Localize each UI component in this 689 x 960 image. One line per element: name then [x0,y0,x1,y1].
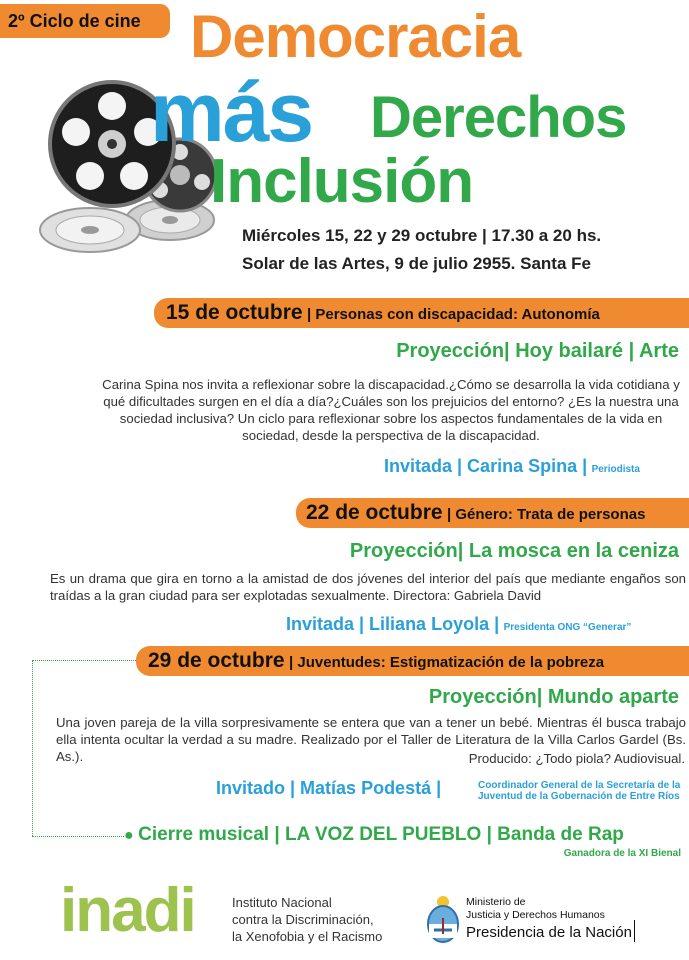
section-separator: | [307,306,316,323]
ministry-name-line: Justicia y Derechos Humanos [466,909,605,921]
section-topic: Género: Trata de personas [455,506,646,523]
inadi-logo: inadi [60,876,195,945]
guest-line [286,614,631,635]
title-inclusion: Inclusión [210,147,474,216]
closing-text: Cierre musical | LA VOZ DEL PUEBLO | Banda de Rap [138,824,624,845]
guest-role: Presidenta ONG “Generar” [503,622,632,633]
section-topic: Personas con discapacidad: Autonomía [315,306,600,323]
section-date: 15 de octubre [166,301,303,324]
section-separator: | [289,654,298,671]
title-derechos: Derechos [370,85,627,150]
section-description: Carina Spina nos invita a reflexionar sobre la discapacidad.¿Cómo se desarrolla la vida cotidiana y qué dificultades surgen en el día a día?¿Cuáles son los prejuicios del entorno? ¿Es la nuestra una sociedad inclusiva? Un ciclo para reflexionar sobre los aspectos fundamentales de la vida en sociedad, desde la perspectiva de la discapacidad. [102,377,680,443]
guest-name: Invitada | Carina Spina | [384,456,588,476]
cycle-badge: 2º Ciclo de cine [0,4,170,38]
inadi-name-line: contra la Discriminación, [232,912,374,927]
guest-role-line: Coordinador General de la Secretaría de la [478,780,681,791]
section-date: 22 de octubre [306,501,443,524]
producer-credit: Producido: ¿Todo piola? Audiovisual. [468,751,685,766]
guest-role-line: Juventud de la Gobernación de Entre Ríos [478,791,680,802]
ministry-name [466,896,605,922]
section-topic: Juventudes: Estigmatización de la pobreza [297,654,605,671]
inadi-name [232,894,382,945]
section-bar-22-octubre [296,498,689,528]
section-date: 29 de octubre [148,649,285,672]
ministry-name-line: Ministerio de [466,896,526,908]
dotted-connector [32,660,33,836]
section-description: Una joven pareja de la villa sorpresivamente se entera que van a tener un bebé. Mientras él busca trabajo ella intenta ocultar la verdad a su madre. Realizado por el Taller de Literatura de la Villa Carlos Gardel (Bs. As.). [56,715,686,764]
event-venue: Solar de las Artes, 9 de julio 2955. Santa Fe [242,254,591,273]
dotted-connector [32,660,142,661]
guest-line [216,778,441,799]
dotted-connector [32,836,124,837]
presidencia-label: Presidencia de la Nación [466,924,632,941]
guest-line [384,456,640,477]
closing-line [124,824,624,846]
guest-role [478,780,680,802]
inadi-name-line: Instituto Nacional [232,895,332,910]
guest-name: Invitada | Liliana Loyola | [286,614,500,634]
guest-role: Periodista [591,464,640,475]
guest-name: Invitado | Matías Podestá | [216,778,442,798]
inadi-name-line: la Xenofobia y el Racismo [232,929,383,944]
section-bar-15-octubre [154,298,689,328]
title-democracia: Democracia [190,3,521,70]
section-separator: | [447,506,456,523]
section-bar-29-octubre [136,646,689,676]
event-dates: Miércoles 15, 22 y 29 octubre | 17.30 a 20 hs. [242,226,602,245]
projection-title: Proyección| Mundo aparte [428,686,679,708]
bullet-icon: ● [124,827,134,844]
projection-title: Proyección| La mosca en la ceniza [349,540,679,562]
projection-title: Proyección| Hoy bailaré | Arte [396,340,679,362]
closing-subtitle: Ganadora de la XI Bienal [563,848,681,859]
section-description: Es un drama que gira en torno a la amistad de dos jóvenes del interior del país que mediante engaños son traídas a la gran ciudad para ser explotadas sexualmente. Directora: Gabriela David [50,571,686,603]
national-shield-icon [424,894,462,944]
title-mas: más [150,65,313,159]
divider [634,920,635,942]
